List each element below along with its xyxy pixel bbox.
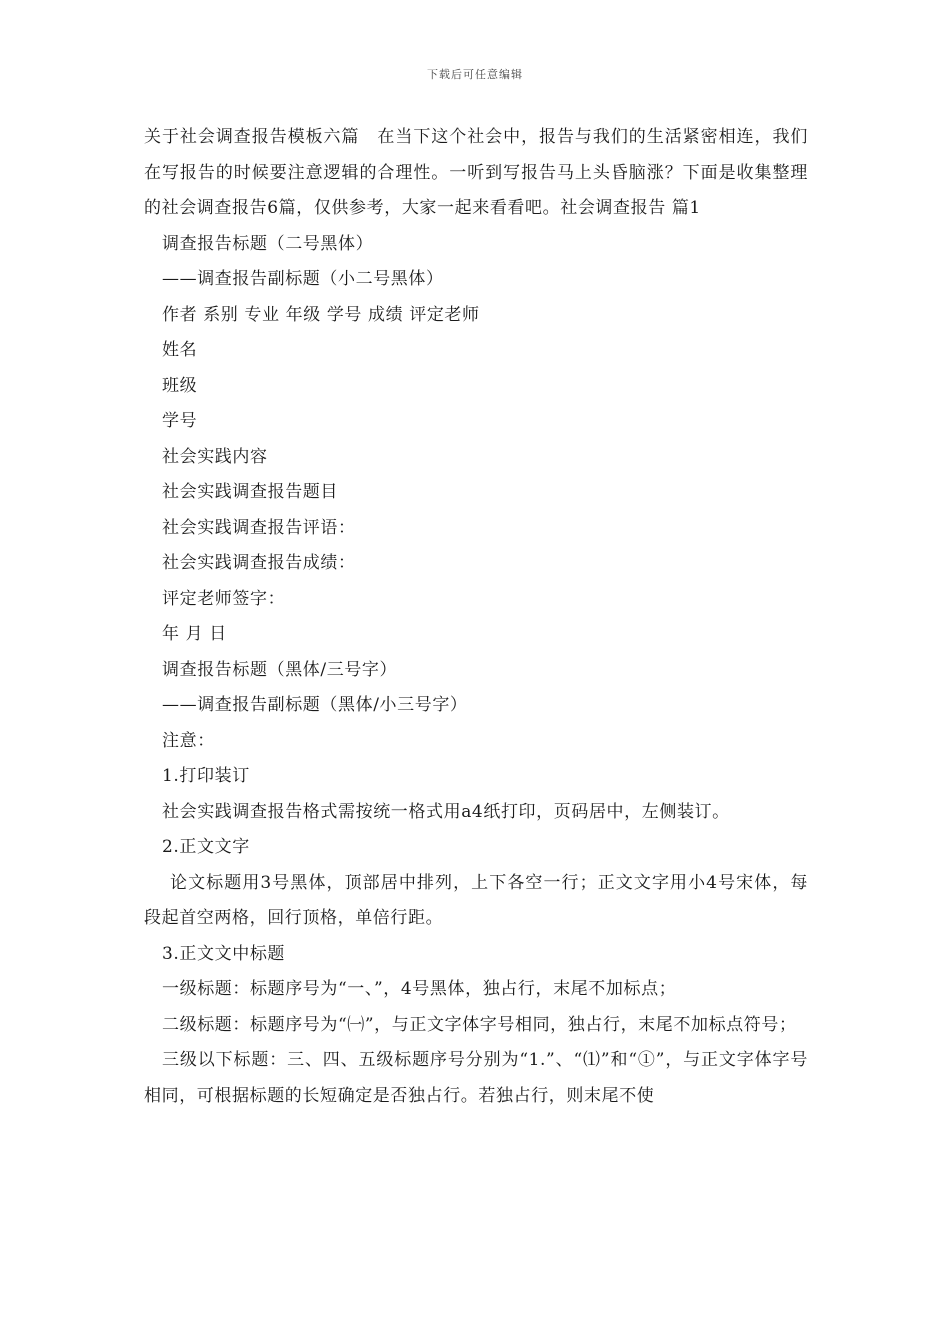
level3-heading-rule: 三级以下标题：三、四、五级标题序号分别为“1.”、“⑴”和“①”，与正文字体字号相同，可根据标题的长短确定是否独占行。若独占行，则末尾不使	[144, 1050, 808, 1106]
report-subtitle-line: ——调查报告副标题（小二号黑体）	[162, 269, 444, 289]
section-heading-inline-titles: 3.正文文中标题	[162, 943, 286, 964]
class-line: 班级	[162, 375, 198, 396]
intro-paragraph: 关于社会调查报告模板六篇 在当下这个社会中，报告与我们的生活紧密相连，我们在写报告的时候要注意逻辑的合理性。一听到写报告马上头昏脑涨？下面是收集整理的社会调查报告6篇，仅供参考，大家一起来看看吧。社会调查报告 篇1	[144, 127, 808, 218]
document-body	[144, 120, 808, 1114]
body-text-paragraph: 论文标题用3号黑体，顶部居中排列，上下各空一行；正文文字用小4号宋体，每段起首空两格，回行顶格，单倍行距。	[144, 872, 808, 928]
notice-heading: 注意：	[162, 730, 215, 751]
report-title-line: 调查报告标题（二号黑体）	[162, 233, 374, 254]
date-line: 年 月 日	[162, 624, 227, 644]
section-heading-body-text: 2.正文文字	[162, 837, 250, 857]
level1-heading-rule: 一级标题：标题序号为“一、”，4号黑体，独占行，末尾不加标点；	[162, 979, 677, 999]
practice-topic-line: 社会实践调查报告题目	[162, 482, 338, 502]
report-subtitle-format-line: ——调查报告副标题（黑体/小三号字）	[162, 695, 468, 715]
author-fields-line: 作者 系别 专业 年级 学号 成绩 评定老师	[162, 304, 480, 325]
teacher-signature-line: 评定老师签字：	[162, 588, 286, 609]
practice-score-line: 社会实践调查报告成绩：	[162, 553, 356, 573]
practice-comment-line: 社会实践调查报告评语：	[162, 517, 356, 538]
section-heading-printing: 1.打印装订	[162, 766, 250, 786]
practice-content-line: 社会实践内容	[162, 446, 268, 467]
level2-heading-rule: 二级标题：标题序号为“㈠”，与正文字体字号相同，独占行，末尾不加标点符号；	[162, 1014, 797, 1035]
printing-instruction-line: 社会实践调查报告格式需按统一格式用a4纸打印，页码居中，左侧装订。	[162, 801, 730, 822]
student-id-line: 学号	[162, 411, 198, 431]
name-line: 姓名	[162, 340, 198, 360]
page-header: 下载后可任意编辑	[427, 68, 523, 81]
report-title-format-line: 调查报告标题（黑体/三号字）	[162, 659, 398, 680]
